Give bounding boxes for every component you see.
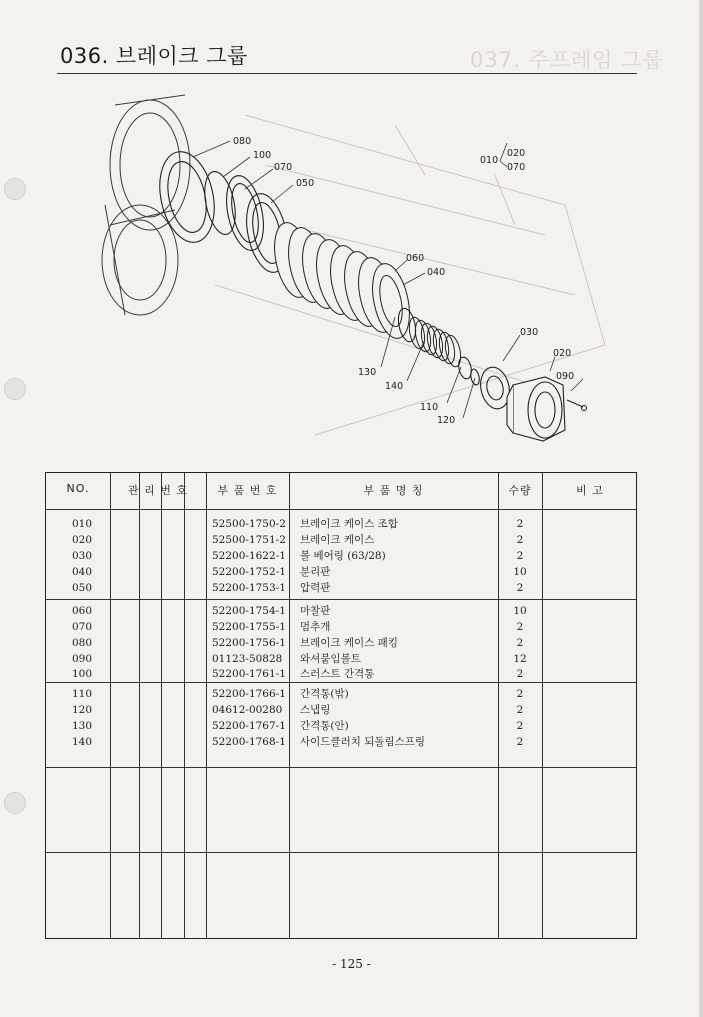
title-divider xyxy=(57,73,637,74)
row-part-number: 01123-50828 xyxy=(212,653,283,665)
row-quantity: 2 xyxy=(516,736,524,748)
header-no: NO. xyxy=(66,482,90,495)
row-part-name: 간격통(안) xyxy=(300,720,349,732)
row-part-number: 52200-1622-1 xyxy=(212,550,286,562)
row-part-number: 52500-1750-2 xyxy=(212,518,286,530)
brake-assembly-drawing xyxy=(95,85,630,460)
row-part-number: 52200-1768-1 xyxy=(212,736,286,748)
column-rule xyxy=(498,473,499,938)
row-no: 130 xyxy=(72,720,93,732)
callout-label: 130 xyxy=(358,367,377,378)
row-no: 100 xyxy=(72,668,93,680)
callout-label: 040 xyxy=(427,267,446,278)
group-rule xyxy=(46,767,636,768)
row-quantity: 2 xyxy=(516,704,524,716)
row-part-number: 52200-1766-1 xyxy=(212,688,286,700)
row-part-number: 52200-1761-1 xyxy=(212,668,286,680)
group-rule xyxy=(46,599,636,600)
punch-hole xyxy=(4,378,26,400)
callout-label: 020 xyxy=(553,348,572,359)
row-part-number: 52200-1752-1 xyxy=(212,566,286,578)
parts-table xyxy=(45,472,637,939)
row-quantity: 10 xyxy=(513,605,527,617)
row-part-number: 52200-1754-1 xyxy=(212,605,286,617)
column-rule xyxy=(542,473,543,938)
row-part-name: 볼 베어링 (63/28) xyxy=(300,550,386,562)
callout-label: 110 xyxy=(420,402,439,413)
row-quantity: 2 xyxy=(516,582,524,594)
column-rule xyxy=(184,473,185,938)
row-no: 140 xyxy=(72,736,93,748)
row-quantity: 2 xyxy=(516,534,524,546)
header-remarks: 비 고 xyxy=(576,484,604,497)
row-part-number: 52200-1767-1 xyxy=(212,720,286,732)
row-no: 120 xyxy=(72,704,93,716)
row-quantity: 2 xyxy=(516,688,524,700)
row-no: 070 xyxy=(72,621,93,633)
column-rule xyxy=(206,473,207,938)
row-part-name: 압력판 xyxy=(300,582,331,594)
row-part-number: 52200-1755-1 xyxy=(212,621,286,633)
row-quantity: 2 xyxy=(516,668,524,680)
column-rule xyxy=(161,473,162,938)
row-part-number: 52200-1756-1 xyxy=(212,637,286,649)
header-quantity: 수량 xyxy=(508,484,532,497)
header-part-number: 부 품 번 호 xyxy=(217,484,278,497)
callout-label: 070 xyxy=(274,162,293,173)
callout-label: 070 xyxy=(507,162,526,173)
callout-label: 100 xyxy=(253,150,272,161)
row-part-number: 52200-1753-1 xyxy=(212,582,286,594)
row-part-name: 스냅링 xyxy=(300,704,331,716)
row-part-name: 멈추개 xyxy=(300,621,331,633)
row-part-name: 브레이크 케이스 조합 xyxy=(300,518,398,530)
row-quantity: 2 xyxy=(516,550,524,562)
row-part-name: 간격통(밖) xyxy=(300,688,349,700)
row-quantity: 2 xyxy=(516,720,524,732)
group-rule xyxy=(46,682,636,683)
brake-case xyxy=(507,377,565,441)
callout-label: 060 xyxy=(406,253,425,264)
row-no: 040 xyxy=(72,566,93,578)
row-no: 110 xyxy=(72,688,93,700)
column-rule xyxy=(139,473,140,938)
page-number: - 125 - xyxy=(332,957,371,971)
row-part-name: 마찰판 xyxy=(300,605,331,617)
row-quantity: 2 xyxy=(516,621,524,633)
row-part-number: 04612-00280 xyxy=(212,704,283,716)
row-quantity: 2 xyxy=(516,637,524,649)
callout-label: 080 xyxy=(233,136,252,147)
row-part-name: 브레이크 케이스 패킹 xyxy=(300,637,398,649)
punch-hole xyxy=(4,178,26,200)
left-housing xyxy=(102,95,190,315)
bleed-through-title: 037. 주프레임 그룹 xyxy=(470,48,664,72)
row-no: 060 xyxy=(72,605,93,617)
column-rule xyxy=(110,473,111,938)
callout-label: 140 xyxy=(385,381,404,392)
row-no: 020 xyxy=(72,534,93,546)
row-no: 010 xyxy=(72,518,93,530)
callout-label: 010 xyxy=(480,155,499,166)
header-part-name: 부 품 명 칭 xyxy=(363,484,424,497)
header-rule xyxy=(46,509,636,510)
column-rule xyxy=(289,473,290,938)
row-quantity: 2 xyxy=(516,518,524,530)
row-no: 050 xyxy=(72,582,93,594)
row-part-name: 와셔붙임볼트 xyxy=(300,653,361,665)
washer-bolt xyxy=(567,400,587,411)
row-quantity: 10 xyxy=(513,566,527,578)
group-rule xyxy=(46,852,636,853)
brake-case-packing xyxy=(152,147,222,248)
row-no: 090 xyxy=(72,653,93,665)
row-part-number: 52500-1751-2 xyxy=(212,534,286,546)
row-quantity: 12 xyxy=(513,653,527,665)
row-part-name: 사이드클러치 되돌림스프링 xyxy=(300,736,426,748)
row-part-name: 스러스트 간격통 xyxy=(300,668,375,680)
callout-label: 120 xyxy=(437,415,456,426)
punch-hole xyxy=(4,792,26,814)
page-title: 036. 브레이크 그룹 xyxy=(60,44,248,68)
callout-label: 050 xyxy=(296,178,315,189)
row-no: 080 xyxy=(72,637,93,649)
callout-label: 020 xyxy=(507,148,526,159)
row-part-name: 분리판 xyxy=(300,566,331,578)
row-no: 030 xyxy=(72,550,93,562)
exploded-parts-diagram xyxy=(95,85,630,460)
header-management-number: 관 리 번 호 xyxy=(128,484,188,497)
row-part-name: 브레이크 케이스 xyxy=(300,534,375,546)
callout-label: 090 xyxy=(556,371,575,382)
callout-label: 030 xyxy=(520,327,539,338)
